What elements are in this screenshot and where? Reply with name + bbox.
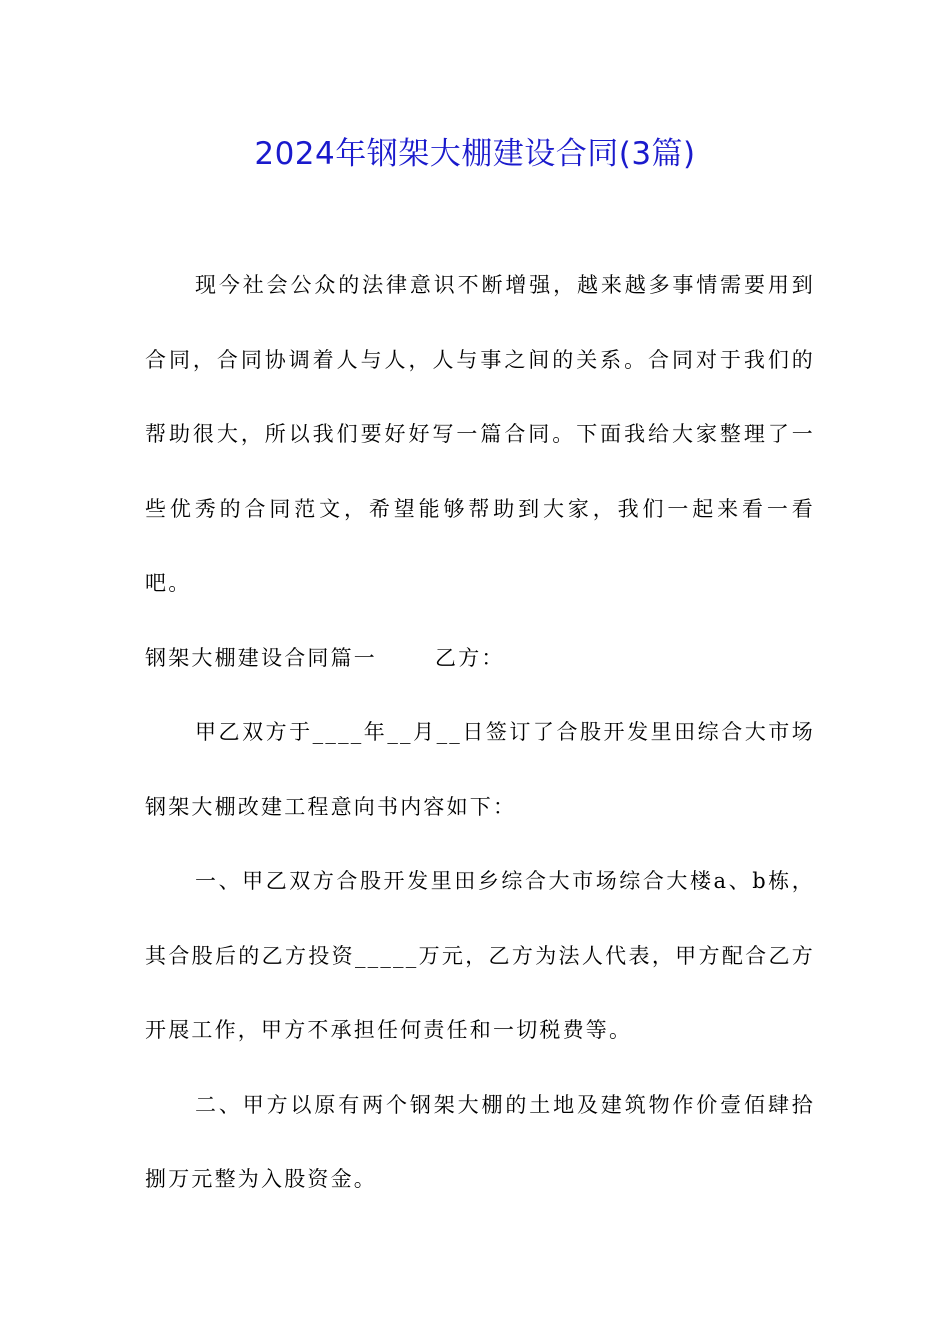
intro-paragraph: 现今社会公众的法律意识不断增强，越来越多事情需要用到合同，合同协调着人与人，人与事之间的关系。合同对于我们的帮助很大，所以我们要好好写一篇合同。下面我给大家整理了一些优秀的合同范文，希望能够帮助到大家，我们一起来看一看吧。 [145, 273, 815, 595]
paragraph-signing: 甲乙双方于____年__月__日签订了合股开发里田综合大市场钢架大棚改建工程意向书内容如下： [145, 720, 815, 819]
section-heading-line [145, 621, 815, 696]
paragraph-clause-2: 二、甲方以原有两个钢架大棚的土地及建筑物作价壹佰肆拾捌万元整为入股资金。 [145, 1092, 815, 1191]
section-heading: 钢架大棚建设合同篇一 [145, 645, 377, 670]
paragraph-clause-1: 一、甲乙双方合股开发里田乡综合大市场综合大楼a、b栋，其合股后的乙方投资_____万元，乙方为法人代表，甲方配合乙方开展工作，甲方不承担任何责任和一切税费等。 [145, 869, 815, 1042]
document-body [145, 248, 815, 1217]
party-b-label: 乙方： [435, 645, 505, 670]
document-title: 2024年钢架大棚建设合同(3篇) [254, 136, 696, 172]
